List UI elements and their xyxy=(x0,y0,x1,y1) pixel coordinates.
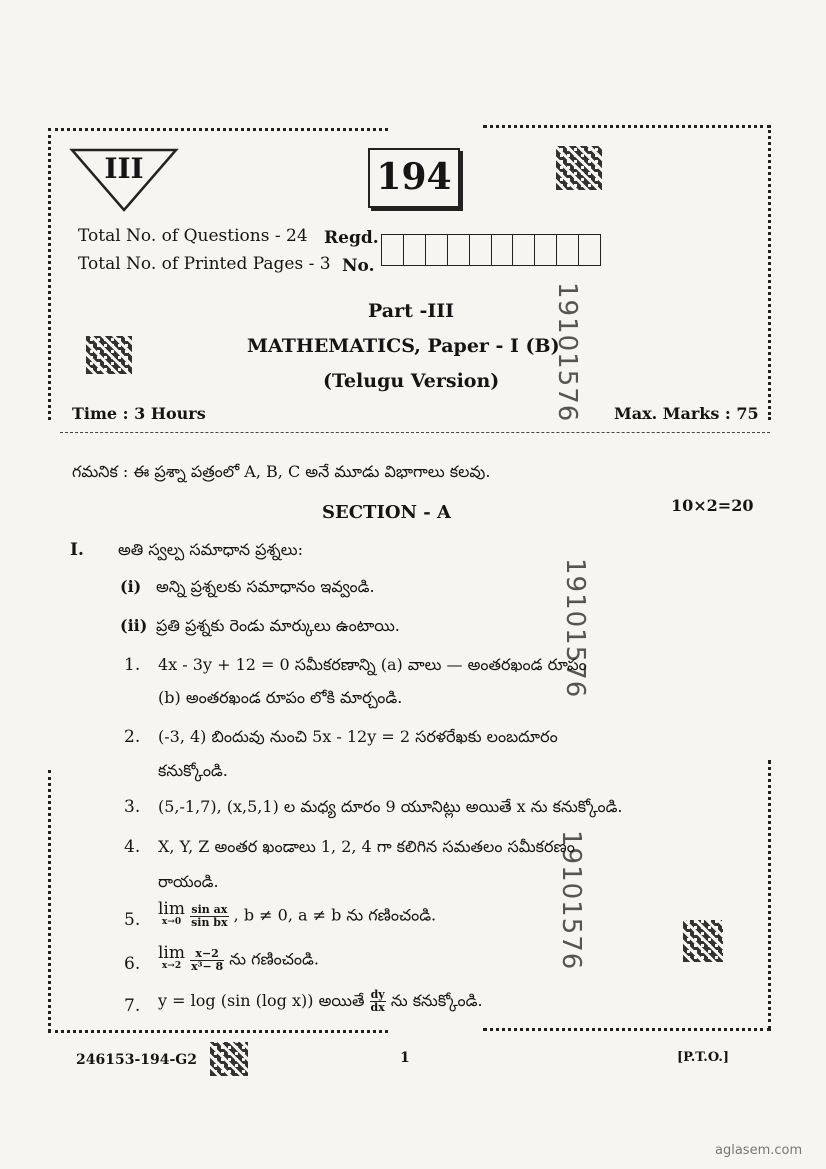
regd-number-boxes[interactable] xyxy=(381,234,601,266)
section-marks: 10×2=20 xyxy=(671,496,754,515)
regd-digit-box[interactable] xyxy=(535,235,557,265)
border-bottom-right xyxy=(483,1028,771,1031)
question-3-line1: (5,-1,7), (x,5,1) ల మధ్య దూరం 9 యూనిట్లు అయితే x ను కనుక్కోండి. xyxy=(158,797,623,816)
question-3-number: 3. xyxy=(124,797,141,817)
note-text: గమనిక : ఈ ప్రశ్నా పత్రంలో A, B, C అనే మూడు విభాగాలు కలవు. xyxy=(72,462,491,481)
paper-code: 194 xyxy=(376,156,452,198)
regd-digit-box[interactable] xyxy=(557,235,579,265)
regd-digit-box[interactable] xyxy=(470,235,492,265)
question-7-pre: y = log (sin (log x)) అయితే xyxy=(158,991,365,1010)
page-number: 1 xyxy=(400,1050,410,1066)
roman-badge: III xyxy=(104,152,144,185)
fraction: $\frac{x-2}{\text{x³− 8}}$ xyxy=(191,946,224,973)
qr-code-footer xyxy=(210,1042,248,1076)
question-7-rest: ను కనుక్కోండి. xyxy=(390,991,483,1010)
stamp-number-3: 19101576 xyxy=(556,830,586,971)
subject-title: MATHEMATICS, Paper - I (B) xyxy=(247,335,560,357)
border-top-right xyxy=(483,125,771,128)
border-left-bottom xyxy=(48,770,51,1032)
question-2-line2: కనుక్కోండి. xyxy=(158,761,228,780)
version-title: (Telugu Version) xyxy=(323,370,500,392)
question-1-number: 1. xyxy=(124,655,141,675)
instruction-ii-text: ప్రతి ప్రశ్నకు రెండు మార్కులు ఉంటాయి. xyxy=(156,616,400,635)
instruction-i-text: అన్ని ప్రశ్నలకు సమాధానం ఇవ్వండి. xyxy=(156,577,375,596)
stamp-number-1: 19101576 xyxy=(552,282,582,423)
instruction-i-label: (i) xyxy=(120,577,142,596)
question-5-rest: , b ≠ 0, a ≠ b ను గణించండి. xyxy=(233,905,437,925)
pto-label: [P.T.O.] xyxy=(677,1050,730,1065)
question-6-number: 6. xyxy=(124,954,141,974)
section-title: SECTION - A xyxy=(322,502,451,523)
question-5-number: 5. xyxy=(124,910,141,930)
border-left-top xyxy=(48,128,51,420)
fraction: $\frac{\text{sin ax}}{\text{sin bx}}$ xyxy=(191,902,228,929)
question-2-number: 2. xyxy=(124,727,141,747)
total-questions: Total No. of Questions - 24 xyxy=(78,226,308,246)
footer-code: 246153-194-G2 xyxy=(76,1052,197,1068)
question-4-line2: రాయండి. xyxy=(158,872,219,891)
regd-digit-box[interactable] xyxy=(448,235,470,265)
section-numeral: I. xyxy=(70,540,84,560)
part-title: Part -III xyxy=(368,300,455,322)
question-1-line2: (b) అంతరఖండ రూపం లోకి మార్చండి. xyxy=(158,688,403,707)
border-right-top xyxy=(768,125,771,420)
question-5-expression xyxy=(158,899,437,929)
regd-digit-box[interactable] xyxy=(382,235,404,265)
limit-symbol: lim x→2 xyxy=(158,943,185,971)
regd-no-label: No. xyxy=(342,256,375,276)
regd-digit-box[interactable] xyxy=(492,235,514,265)
limit-symbol: lim x→0 xyxy=(158,899,185,927)
instructions-heading: అతి స్వల్ప సమాధాన ప్రశ్నలు: xyxy=(118,540,303,559)
fraction: $\frac{dy}{dx}$ xyxy=(370,988,385,1014)
regd-digit-box[interactable] xyxy=(579,235,600,265)
regd-digit-box[interactable] xyxy=(426,235,448,265)
question-6-expression xyxy=(158,943,319,973)
total-pages: Total No. of Printed Pages - 3 xyxy=(78,254,331,274)
qr-code-left xyxy=(86,336,132,374)
question-4-number: 4. xyxy=(124,837,141,857)
instruction-ii-label: (ii) xyxy=(120,616,148,635)
max-marks: Max. Marks : 75 xyxy=(614,404,759,423)
stamp-number-2: 19101576 xyxy=(560,558,590,699)
border-bottom-left xyxy=(48,1030,388,1033)
watermark: aglasem.com xyxy=(715,1143,803,1158)
qr-code-top-right xyxy=(556,146,602,190)
header-divider xyxy=(60,432,770,433)
qr-code-bottom-right xyxy=(683,920,723,962)
question-7-number: 7. xyxy=(124,996,141,1016)
regd-digit-box[interactable] xyxy=(404,235,426,265)
regd-digit-box[interactable] xyxy=(513,235,535,265)
question-4-line1: X, Y, Z అంతర ఖండాలు 1, 2, 4 గా కలిగిన సమతలం సమీకరణం xyxy=(158,837,575,856)
question-1-line1: 4x - 3y + 12 = 0 సమీకరణాన్ని (a) వాలు — అంతరఖండ రూపం xyxy=(158,655,587,674)
question-2-line1: (-3, 4) బిందువు నుంచి 5x - 12y = 2 సరళరేఖకు లంబదూరం xyxy=(158,727,558,746)
border-top-left xyxy=(48,128,388,131)
regd-label: Regd. xyxy=(324,228,379,248)
question-7-expression xyxy=(158,989,483,1014)
question-6-rest: ను గణించండి. xyxy=(229,949,319,969)
time-label: Time : 3 Hours xyxy=(72,404,206,423)
border-right-bottom xyxy=(768,760,771,1030)
